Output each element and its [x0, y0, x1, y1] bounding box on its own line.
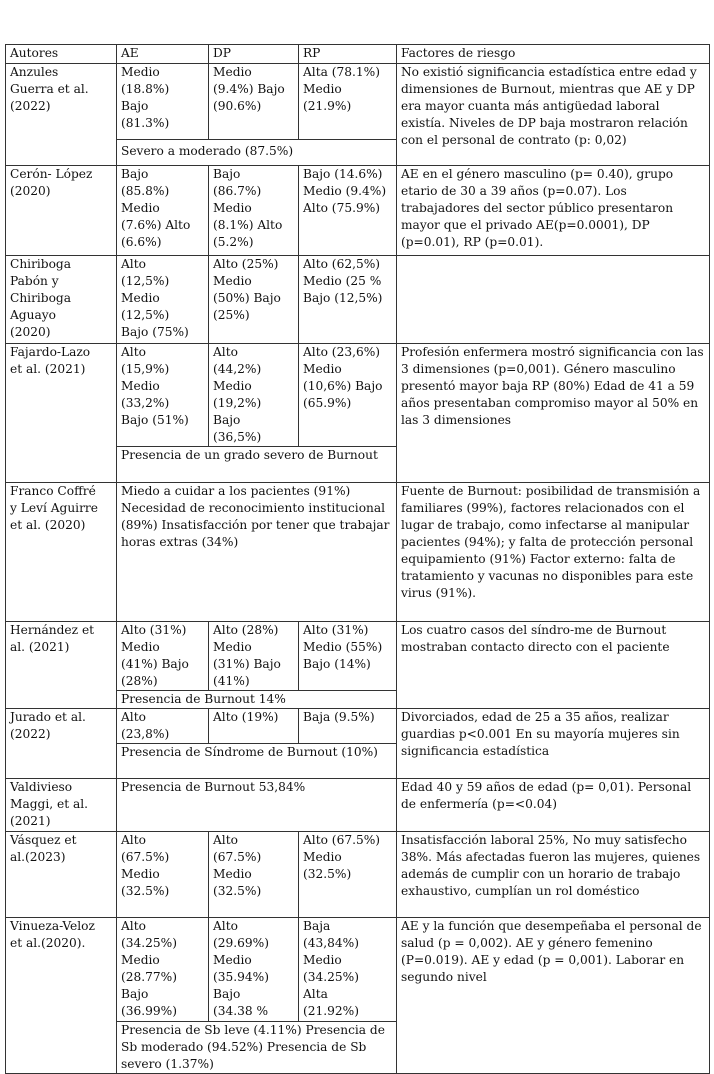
table-row [6, 622, 710, 691]
author-cell: Hernández et al. (2021) [6, 622, 117, 709]
author-cell: Anzules Guerra et al. (2022) [6, 64, 117, 166]
ae-cell: Alto (67.5%) Medio (32.5%) [117, 832, 209, 918]
table-row [6, 256, 710, 344]
author-cell: Vásquez et al.(2023) [6, 832, 117, 918]
rp-cell: Alto (31%) Medio (55%) Bajo (14%) [299, 622, 397, 691]
burnout-summary-cell: Severo a moderado (87.5%) [117, 140, 397, 166]
rp-cell: Bajo (14.6%) Medio (9.4%) Alto (75.9%) [299, 166, 397, 256]
risk-factors-cell: Insatisfacción laboral 25%, No muy satisfecho 38%. Más afectadas fueron las mujeres, quienes además de cumplir con un horario de trabajo exhaustivo, cumplían un rol doméstico [397, 832, 710, 918]
rp-cell: Alto (62,5%) Medio (25 % Bajo (12,5%) [299, 256, 397, 344]
author-cell: Fajardo-Lazo et al. (2021) [6, 344, 117, 483]
author-cell: Chiriboga Pabón y Chiriboga Aguayo (2020) [6, 256, 117, 344]
burnout-studies-table [5, 44, 710, 1074]
author-cell: Valdivieso Maggi, et al. (2021) [6, 779, 117, 832]
burnout-summary-cell: Presencia de un grado severo de Burnout [117, 447, 397, 483]
rp-cell: Alto (67.5%) Medio (32.5%) [299, 832, 397, 918]
table-row [6, 166, 710, 256]
findings-cell: Miedo a cuidar a los pacientes (91%) Necesidad de reconocimiento institucional (89%) Insatisfacción por tener que trabajar horas extras (34%) [117, 483, 397, 622]
risk-factors-cell: AE y la función que desempeñaba el personal de salud (p = 0,002). AE y género femenino (P=0.019). AE y edad (p = 0,001). Laborar en segundo nivel [397, 918, 710, 1074]
header-dp: DP [209, 45, 299, 64]
ae-cell: Alto (15,9%) Medio (33,2%) Bajo (51%) [117, 344, 209, 447]
header-row [6, 45, 710, 64]
ae-cell: Bajo (85.8%) Medio (7.6%) Alto (6.6%) [117, 166, 209, 256]
risk-factors-cell: AE en el género masculino (p= 0.40), grupo etario de 30 a 39 años (p=0.07). Los trabajadores del sector público presentaron mayor que el privado AE(p=0.0001), DP (p=0.01), RP (p=0.01). [397, 166, 710, 256]
ae-cell: Medio (18.8%) Bajo (81.3%) [117, 64, 209, 140]
ae-cell: Alto (23,8%) [117, 709, 209, 744]
ae-cell: Alto (12,5%) Medio (12,5%) Bajo (75%) [117, 256, 209, 344]
dp-cell: Alto (67.5%) Medio (32.5%) [209, 832, 299, 918]
table-row [6, 918, 710, 1022]
ae-cell: Alto (31%) Medio (41%) Bajo (28%) [117, 622, 209, 691]
dp-cell: Medio (9.4%) Bajo (90.6%) [209, 64, 299, 140]
dp-cell: Alto (28%) Medio (31%) Bajo (41%) [209, 622, 299, 691]
dp-cell: Alto (44,2%) Medio (19,2%) Bajo (36,5%) [209, 344, 299, 447]
risk-factors-cell: Divorciados, edad de 25 a 35 años, realizar guardias p<0.001 En su mayoría mujeres sin significancia estadística [397, 709, 710, 779]
header-factores: Factores de riesgo [397, 45, 710, 64]
table-row [6, 832, 710, 918]
header-autores: Autores [6, 45, 117, 64]
risk-factors-cell: Los cuatro casos del síndro-me de Burnout mostraban contacto directo con el paciente [397, 622, 710, 709]
risk-factors-cell [397, 256, 710, 344]
dp-cell: Alto (25%) Medio (50%) Bajo (25%) [209, 256, 299, 344]
risk-factors-cell: Fuente de Burnout: posibilidad de transmisión a familiares (99%), factores relacionados con el lugar de trabajo, como infectarse al manipular pacientes (94%); y falta de protección personal equipamiento (91%) Factor externo: falta de tratamiento y vacunas no disponibles para este virus (91%). [397, 483, 710, 622]
rp-cell: Baja (9.5%) [299, 709, 397, 744]
author-cell: Vinueza-Veloz et al.(2020). [6, 918, 117, 1074]
table-row [6, 779, 710, 832]
table-row [6, 64, 710, 140]
table-row [6, 483, 710, 622]
dp-cell: Alto (19%) [209, 709, 299, 744]
rp-cell: Alta (78.1%) Medio (21.9%) [299, 64, 397, 140]
header-rp: RP [299, 45, 397, 64]
header-ae: AE [117, 45, 209, 64]
dp-cell: Bajo (86.7%) Medio (8.1%) Alto (5.2%) [209, 166, 299, 256]
rp-cell: Alto (23,6%) Medio (10,6%) Bajo (65.9%) [299, 344, 397, 447]
author-cell: Cerón- López (2020) [6, 166, 117, 256]
risk-factors-cell: No existió significancia estadística entre edad y dimensiones de Burnout, mientras que AE y DP era mayor cuanta más antigüedad laboral existía. Niveles de DP baja mostraron relación con el personal de contrato (p: 0,02) [397, 64, 710, 166]
risk-factors-cell: Edad 40 y 59 años de edad (p= 0,01). Personal de enfermería (p=<0.04) [397, 779, 710, 832]
dp-cell: Alto (29.69%) Medio (35.94%) Bajo (34.38 % [209, 918, 299, 1022]
burnout-summary-cell: Presencia de Síndrome de Burnout (10%) [117, 744, 397, 779]
ae-cell: Alto (34.25%) Medio (28.77%) Bajo (36.99%) [117, 918, 209, 1022]
risk-factors-cell: Profesión enfermera mostró significancia con las 3 dimensiones (p=0,001). Género masculino presentó mayor baja RP (80%) Edad de 41 a 59 años presentaban compromiso mayor al 50% en las 3 dimensiones [397, 344, 710, 483]
table-row [6, 709, 710, 744]
author-cell: Jurado et al. (2022) [6, 709, 117, 779]
burnout-summary-cell: Presencia de Burnout 14% [117, 691, 397, 709]
burnout-summary-cell: Presencia de Sb leve (4.11%) Presencia de Sb moderado (94.52%) Presencia de Sb severo (1.37%) [117, 1022, 397, 1074]
findings-cell: Presencia de Burnout 53,84% [117, 779, 397, 832]
author-cell: Franco Coffré y Leví Aguirre et al. (2020) [6, 483, 117, 622]
table-row [6, 344, 710, 447]
rp-cell: Baja (43,84%) Medio (34.25%) Alta (21.92%) [299, 918, 397, 1022]
